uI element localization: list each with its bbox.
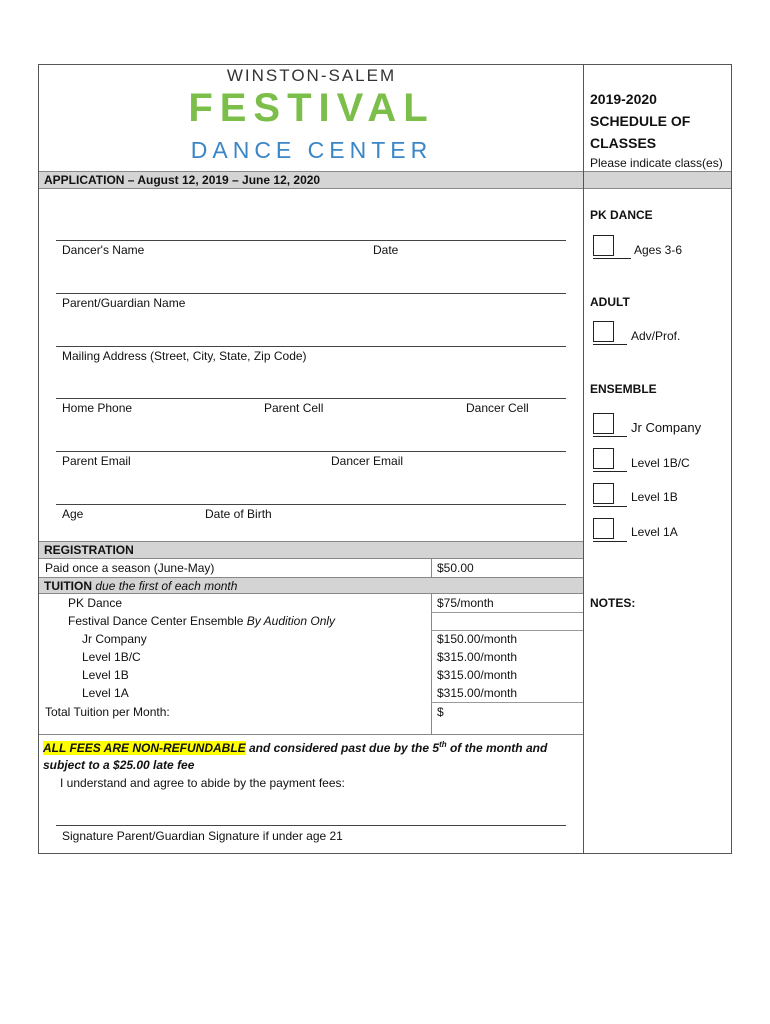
age-label: Age [62,507,84,521]
tuition-row-line [431,612,583,613]
dancer-name-label: Dancer's Name [62,243,145,257]
ensemble-checkbox-level-1bc[interactable] [593,448,614,469]
ensemble-header: ENSEMBLE [590,382,657,396]
checkbox-underline [593,471,627,472]
registration-label: Paid once a season (June-May) [45,561,215,575]
parent-email-label: Parent Email [62,454,131,468]
fees-text-2: of the month and [446,741,548,755]
tuition-row-line [431,702,583,703]
ensemble-checkbox-level-1b[interactable] [593,483,614,504]
phone-line[interactable] [56,398,566,399]
tuition-row-amount: $315.00/month [437,650,518,664]
ensemble-option-label: Level 1B [631,490,678,504]
dancer-email-label: Dancer Email [331,454,404,468]
tuition-row-label: Level 1A [82,686,129,700]
registration-amount: $50.00 [437,561,474,575]
logo-festival: FESTIVAL [188,86,435,130]
checkbox-underline [593,506,627,507]
checkbox-underline [593,258,631,259]
age-line[interactable] [56,504,566,505]
checkbox-underline [593,541,627,542]
tuition-header-bold: TUITION [44,579,92,593]
notes-label: NOTES: [590,596,636,610]
ensemble-checkbox-jr-company[interactable] [593,413,614,434]
checkbox-underline [593,436,627,437]
tuition-row-amount: $150.00/month [437,632,518,646]
ensemble-label [68,614,335,628]
application-header: APPLICATION – August 12, 2019 – June 12, 2020 [39,171,583,189]
schedule-title-1: SCHEDULE OF [590,113,691,129]
schedule-band [584,171,731,189]
dancer-cell-label: Dancer Cell [466,401,529,415]
tuition-row-amount: $315.00/month [437,668,518,682]
agree-text: I understand and agree to abide by the payment fees: [60,776,345,790]
fees-sup: th [439,740,447,749]
ensemble-checkbox-level-1a[interactable] [593,518,614,539]
signature-line[interactable] [56,825,566,826]
tuition-header [39,577,583,594]
tuition-row-amount: $315.00/month [437,686,518,700]
tuition-bottom-line [39,734,583,735]
dob-label: Date of Birth [205,507,272,521]
registration-divider [431,559,432,577]
logo-winston-salem: WINSTON-SALEM [226,66,397,85]
email-line[interactable] [56,451,566,452]
parent-name-line[interactable] [56,293,566,294]
adult-checkbox[interactable] [593,321,614,342]
tuition-row-label: Level 1B [82,668,129,682]
total-tuition-amount[interactable]: $ [437,705,444,719]
mailing-address-line[interactable] [56,346,566,347]
pk-dance-header: PK DANCE [590,208,653,222]
ensemble-option-label: Level 1A [631,525,678,539]
adult-label: Adv/Prof. [631,329,681,343]
tuition-row-line [431,630,583,631]
ensemble-option-label: Level 1B/C [631,456,690,470]
ensemble-option-label: Jr Company [631,420,702,435]
home-phone-label: Home Phone [62,401,133,415]
parent-name-label: Parent/Guardian Name [62,296,186,310]
pk-dance-label: PK Dance [68,596,123,610]
fees-notice [43,740,547,755]
fees-text-1: and considered past due by the 5 [245,741,440,755]
schedule-year: 2019-2020 [590,91,657,107]
date-label: Date [373,243,399,257]
mailing-address-label: Mailing Address (Street, City, State, Zip Code) [62,349,307,363]
fees-late: subject to a $25.00 late fee [43,758,195,772]
tuition-header-italic: due the first of each month [95,579,238,593]
tuition-divider [431,594,432,734]
pk-dance-amount: $75/month [437,596,494,610]
pk-ages-label: Ages 3-6 [634,243,683,257]
adult-header: ADULT [590,295,630,309]
schedule-subtitle: Please indicate class(es) [590,156,723,170]
parent-cell-label: Parent Cell [264,401,324,415]
dancer-name-line[interactable] [56,240,566,241]
fees-highlight: ALL FEES ARE NON-REFUNDABLE [43,741,246,755]
tuition-row-label: Jr Company [82,632,147,646]
ensemble-note: By Audition Only [246,614,336,628]
ensemble-label-text: Festival Dance Center Ensemble [68,614,244,628]
signature-label: Signature Parent/Guardian Signature if under age 21 [62,829,343,843]
logo-dance-center: DANCE CENTER [190,137,433,163]
checkbox-underline [593,344,627,345]
tuition-row-label: Level 1B/C [82,650,141,664]
pk-ages-checkbox[interactable] [593,235,614,256]
total-tuition-label: Total Tuition per Month: [45,705,170,719]
schedule-title-2: CLASSES [590,135,657,151]
registration-header: REGISTRATION [39,541,583,559]
